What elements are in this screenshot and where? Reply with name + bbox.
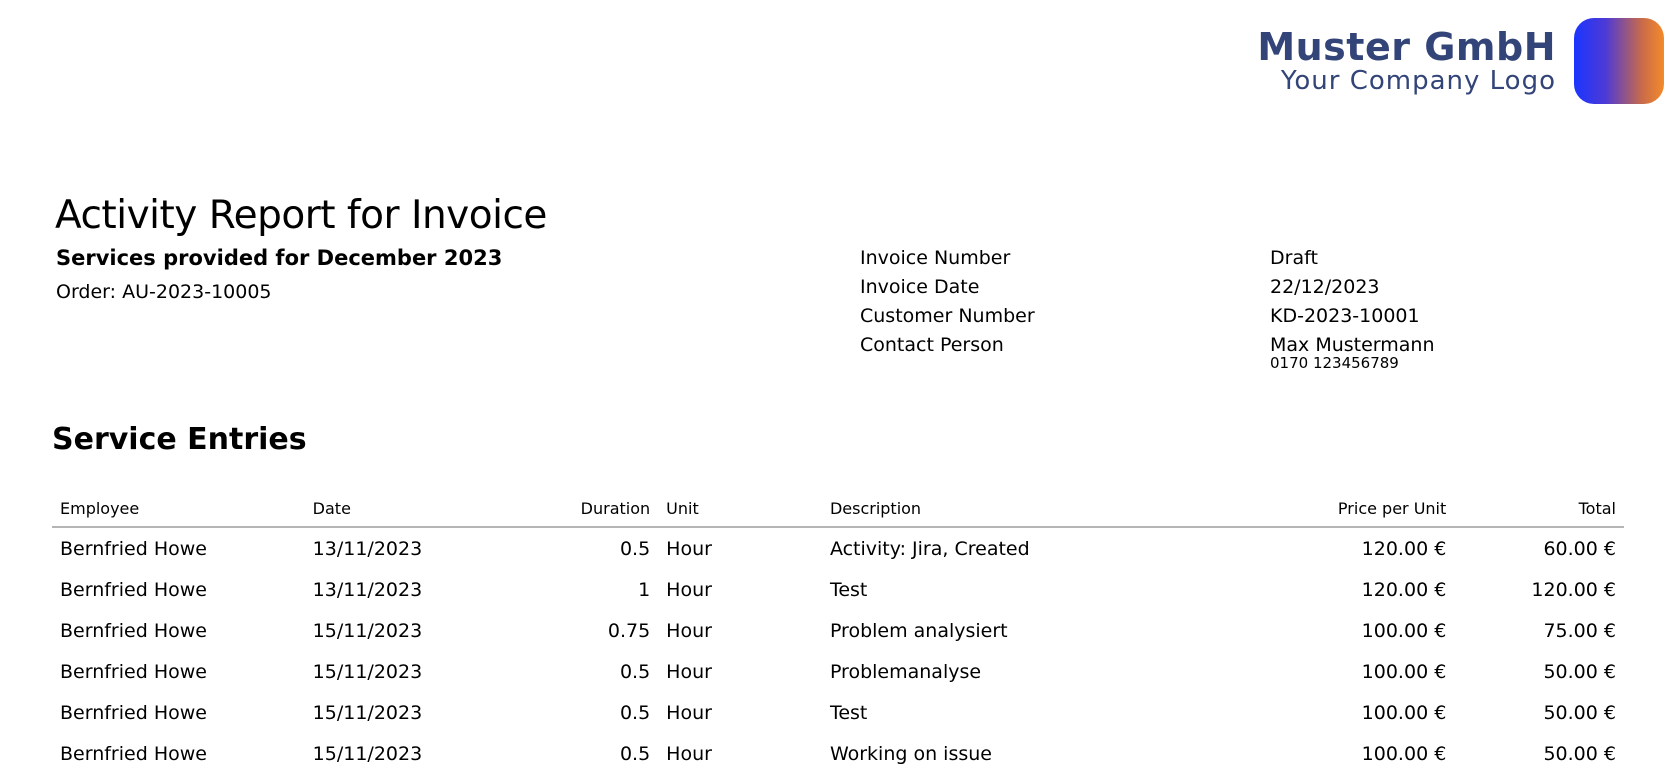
cell-duration: 0.5: [619, 537, 651, 560]
table-row: [52, 651, 1624, 692]
cell-total: 75.00 €: [1543, 619, 1616, 642]
cell-price-per-unit: 100.00 €: [1361, 701, 1447, 724]
cell-duration: 0.5: [619, 742, 651, 765]
cell-total: 120.00 €: [1531, 578, 1616, 601]
cell-price-per-unit: 100.00 €: [1361, 619, 1447, 642]
invoice-number-row: [860, 243, 1620, 272]
service-entries-heading: Service Entries: [52, 422, 307, 457]
cell-duration: 0.5: [619, 660, 651, 683]
cell-price-per-unit: 120.00 €: [1361, 537, 1447, 560]
cell-description: Working on issue: [829, 742, 992, 765]
table-row: [52, 569, 1624, 610]
invoice-number-label: Invoice Number: [860, 246, 1011, 269]
cell-total: 60.00 €: [1543, 537, 1616, 560]
cell-employee: Bernfried Howe: [60, 537, 207, 560]
column-header-unit: Unit: [658, 491, 822, 527]
invoice-date-value: 22/12/2023: [1270, 275, 1380, 298]
report-title: Activity Report for Invoice: [55, 193, 547, 238]
cell-price-per-unit: 120.00 €: [1361, 578, 1447, 601]
cell-unit: Hour: [666, 701, 712, 724]
invoice-number-value: Draft: [1270, 246, 1318, 269]
logo-company-name: Muster GmbH: [1257, 25, 1556, 69]
cell-total: 50.00 €: [1543, 660, 1616, 683]
invoice-info: [860, 243, 1620, 372]
customer-number-label: Customer Number: [860, 304, 1035, 327]
cell-price-per-unit: 100.00 €: [1361, 660, 1447, 683]
contact-person-value: Max Mustermann: [1270, 333, 1435, 356]
column-header-price-per-unit: Price per Unit: [1280, 491, 1454, 527]
service-entries-table: [52, 491, 1624, 774]
cell-date: 13/11/2023: [312, 578, 423, 601]
table-header-row: [52, 491, 1624, 527]
cell-unit: Hour: [666, 537, 712, 560]
cell-description: Test: [829, 578, 868, 601]
cell-description: Problem analysiert: [829, 619, 1008, 642]
invoice-date-label: Invoice Date: [860, 275, 980, 298]
cell-price-per-unit: 100.00 €: [1361, 742, 1447, 765]
table-row: [52, 610, 1624, 651]
company-logo: [1257, 18, 1664, 104]
cell-date: 15/11/2023: [312, 660, 423, 683]
cell-unit: Hour: [666, 619, 712, 642]
table-row: [52, 692, 1624, 733]
cell-date: 15/11/2023: [312, 701, 423, 724]
cell-total: 50.00 €: [1543, 701, 1616, 724]
cell-total: 50.00 €: [1543, 742, 1616, 765]
cell-duration: 0.75: [607, 619, 651, 642]
cell-date: 15/11/2023: [312, 742, 423, 765]
column-header-description: Description: [822, 491, 1280, 527]
table-row: [52, 527, 1624, 569]
report-subtitle: Services provided for December 2023: [56, 246, 503, 270]
cell-employee: Bernfried Howe: [60, 742, 207, 765]
order-label: Order:: [56, 281, 117, 303]
cell-date: 13/11/2023: [312, 537, 423, 560]
cell-employee: Bernfried Howe: [60, 578, 207, 601]
cell-description: Problemanalyse: [829, 660, 982, 683]
column-header-date: Date: [305, 491, 555, 527]
cell-duration: 0.5: [619, 701, 651, 724]
cell-unit: Hour: [666, 578, 712, 601]
invoice-date-row: [860, 272, 1620, 301]
logo-mark-icon: [1574, 18, 1664, 104]
cell-unit: Hour: [666, 660, 712, 683]
table-row: [52, 733, 1624, 774]
logo-tagline: Your Company Logo: [1280, 66, 1556, 96]
cell-employee: Bernfried Howe: [60, 660, 207, 683]
cell-employee: Bernfried Howe: [60, 701, 207, 724]
customer-number-value: KD-2023-10001: [1270, 304, 1420, 327]
customer-number-row: [860, 301, 1620, 330]
logo-text: [1257, 27, 1556, 95]
contact-phone: 0170 123456789: [1270, 354, 1399, 372]
cell-date: 15/11/2023: [312, 619, 423, 642]
cell-employee: Bernfried Howe: [60, 619, 207, 642]
column-header-duration: Duration: [555, 491, 659, 527]
contact-person-label: Contact Person: [860, 333, 1004, 356]
order-reference: [56, 281, 272, 303]
order-value: AU-2023-10005: [122, 281, 272, 303]
cell-description: Test: [829, 701, 868, 724]
cell-duration: 1: [638, 578, 651, 601]
column-header-employee: Employee: [52, 491, 305, 527]
cell-unit: Hour: [666, 742, 712, 765]
cell-description: Activity: Jira, Created: [829, 537, 1030, 560]
column-header-total: Total: [1454, 491, 1624, 527]
